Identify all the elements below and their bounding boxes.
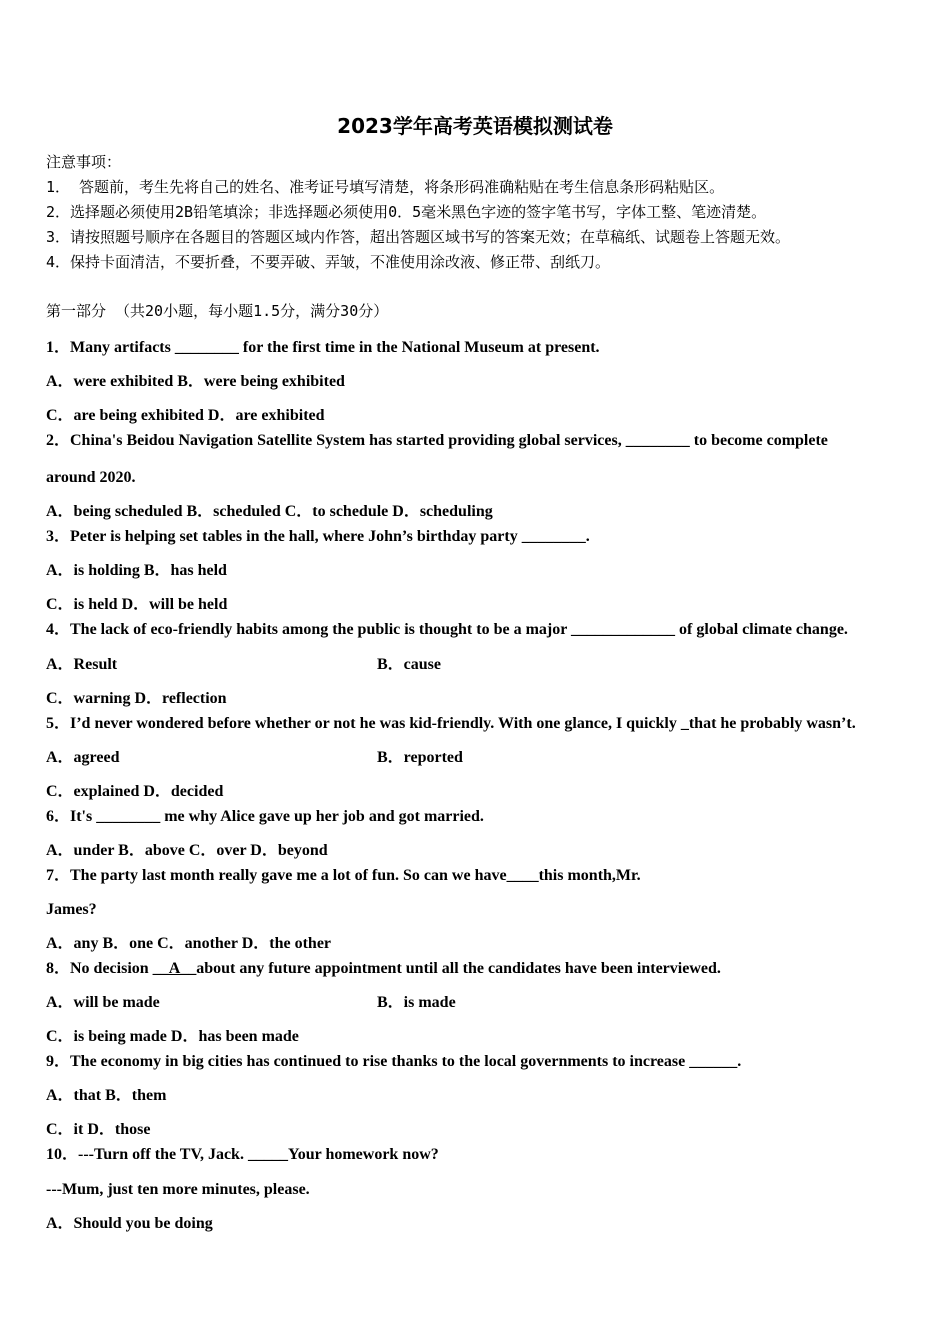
- page-title: 2023学年高考英语模拟测试卷: [337, 114, 613, 138]
- question-8-answer-blank: __A__: [152, 960, 197, 977]
- question-9-options-cd: C．it D．those: [46, 1121, 151, 1138]
- question-8-option-b: B．is made: [377, 994, 456, 1011]
- question-4-option-b: B．cause: [377, 656, 442, 673]
- question-2-options: A．being scheduled B．scheduled C．to schedule D．scheduling: [46, 503, 493, 520]
- question-10-option-a: A．Should you be doing: [46, 1215, 213, 1232]
- question-1-stem: 1．Many artifacts ________ for the first time in the National Museum at present.: [46, 339, 600, 356]
- question-9-stem: 9．The economy in big cities has continued to rise thanks to the local governments to increase ______.: [46, 1053, 742, 1070]
- question-8-option-a: A．will be made: [46, 994, 160, 1011]
- question-10-stem: 10．---Turn off the TV, Jack. _____Your homework now?: [46, 1146, 439, 1163]
- question-4-stem: 4．The lack of eco-friendly habits among the public is thought to be a major _____________ of global climate change.: [46, 621, 848, 638]
- notice-item-2: 2．选择题必须使用2B铅笔填涂；非选择题必须使用0．5毫米黑色字迹的签字笔书写，字体工整、笔迹清楚。: [46, 203, 767, 221]
- question-1-options-cd: C．are being exhibited D．are exhibited: [46, 407, 325, 424]
- question-5-option-a: A．agreed: [46, 749, 120, 766]
- question-7-options: A．any B．one C．another D．the other: [46, 935, 332, 952]
- question-4-options-cd: C．warning D．reflection: [46, 690, 227, 707]
- question-4-option-a: A．Result: [46, 656, 118, 673]
- question-5-options-cd: C．explained D．decided: [46, 783, 224, 800]
- question-5-stem: 5．I’d never wondered before whether or not he was kid-friendly. With one glance, I quickly _that he probably wasn’t.: [46, 715, 856, 732]
- question-8-stem-pre: 8．No decision: [46, 960, 153, 977]
- question-6-options: A．under B．above C．over D．beyond: [46, 842, 328, 859]
- question-8-options-cd: C．is being made D．has been made: [46, 1028, 299, 1045]
- question-8-stem: [46, 959, 721, 979]
- notice-heading: 注意事项：: [46, 153, 122, 171]
- question-3-options-ab: A．is holding B．has held: [46, 562, 227, 579]
- notice-item-4: 4．保持卡面清洁，不要折叠，不要弄破、弄皱，不准使用涂改液、修正带、刮纸刀。: [46, 253, 611, 271]
- question-1-options-ab: A．were exhibited B．were being exhibited: [46, 373, 345, 390]
- question-8-stem-post: about any future appointment until all the candidates have been interviewed.: [196, 960, 721, 977]
- question-3-options-cd: C．is held D．will be held: [46, 596, 228, 613]
- question-9-options-ab: A．that B．them: [46, 1087, 167, 1104]
- question-10-reply: ---Mum, just ten more minutes, please.: [46, 1181, 310, 1198]
- question-3-stem: 3．Peter is helping set tables in the hall, where John’s birthday party ________.: [46, 528, 590, 545]
- section-heading: 第一部分 （共20小题，每小题1.5分，满分30分）: [46, 302, 389, 320]
- question-7-stem: 7．The party last month really gave me a lot of fun. So can we have____this month,Mr.: [46, 867, 641, 884]
- question-5-option-b: B．reported: [377, 749, 463, 766]
- notice-item-3: 3．请按照题号顺序在各题目的答题区域内作答，超出答题区域书写的答案无效；在草稿纸、试题卷上答题无效。: [46, 228, 791, 246]
- question-2-stem: 2．China's Beidou Navigation Satellite System has started providing global services, ________ to become complete: [46, 432, 828, 449]
- question-2-stem-cont: around 2020.: [46, 469, 136, 486]
- notice-item-1: 1． 答题前，考生先将自己的姓名、准考证号填写清楚，将条形码准确粘贴在考生信息条形码粘贴区。: [46, 178, 725, 196]
- question-6-stem: 6．It's ________ me why Alice gave up her job and got married.: [46, 808, 484, 825]
- question-7-stem-cont: James?: [46, 901, 97, 918]
